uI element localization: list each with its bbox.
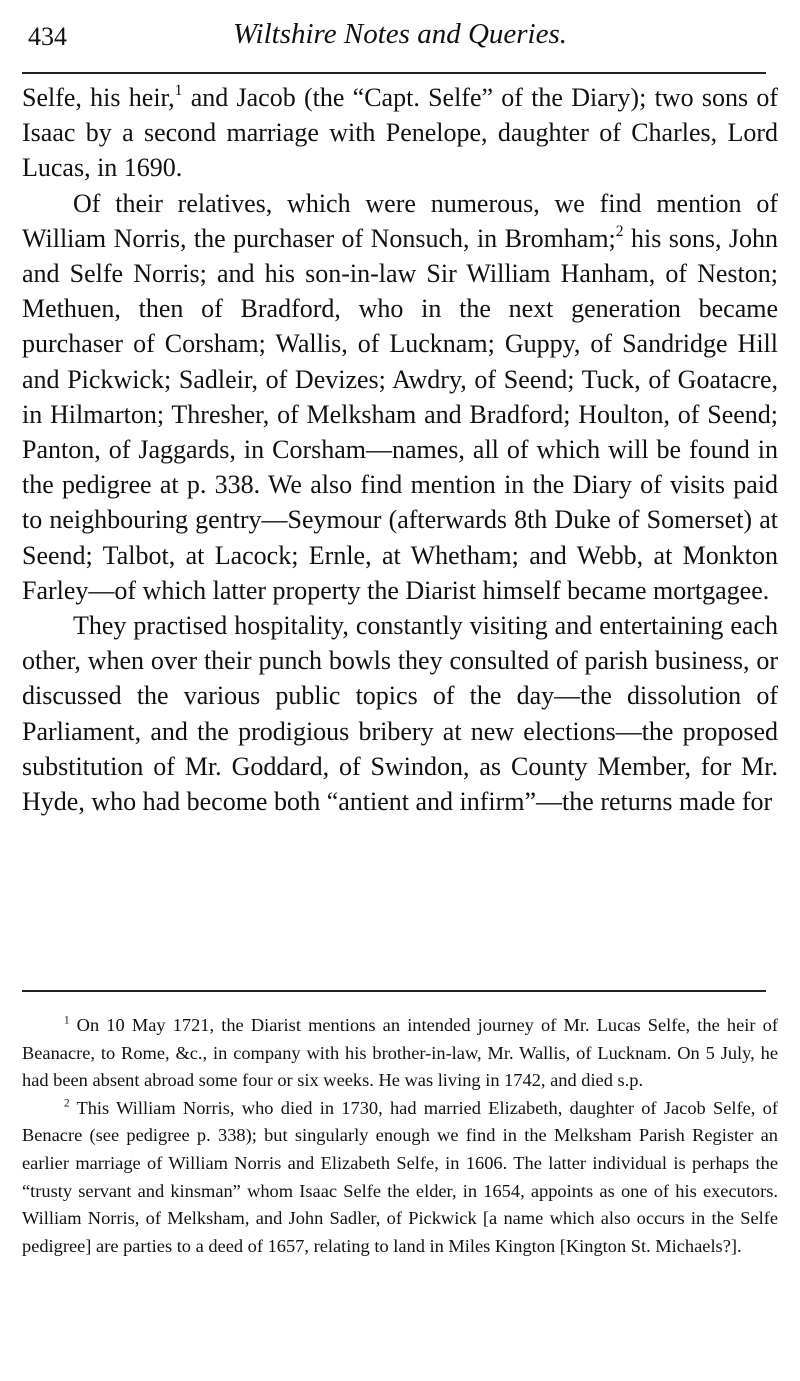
paragraph-1-text-b: and Jacob (the “Capt. Selfe” of the Diary); two sons of Isaac by a second marriage with Penelope, daughter of Charles, Lord Lucas, in 1690. [22,83,778,183]
paragraph-3: They practised hospitality, constantly visiting and entertaining each other, when over their punch bowls they consulted of parish business, or discussed the various public topics of the day—the dissolution of Parliament, and the prodigious bribery at new elections—the proposed substitution of Mr. Goddard, of Swindon, as County Member, for Mr. Hyde, who had become both “antient and infirm”—the returns made for [22,611,778,817]
footnote-2 [22,1095,778,1261]
paragraph-2-text-a: Of their relatives, which were numerous, we find mention of William Norris, the purchaser of Nonsuch, in Bromham; [22,188,778,253]
footnote-1-marker: 1 [64,1014,70,1027]
footnote-1 [22,1012,778,1095]
footnote-2-text: This William Norris, who died in 1730, had married Elizabeth, daughter of Jacob Selfe, of Benacre (see pedigree p. 338); but singularly enough we find in the Melksham Parish Register an earlier marriage of William Norris and Elizabeth Selfe, in 1606. The latter individual is perhaps the “trusty servant and kinsman” whom Isaac Selfe the elder, in 1654, appoints as one of his executors. William Norris, of Melksham, and John Sadler, of Pickwick [a name which also occurs in the Selfe pedigree] are parties to a deed of 1657, relating to land in Miles Kington [Kington St. Michaels?]. [22,1097,778,1256]
footnote-1-text: On 10 May 1721, the Diarist mentions an intended journey of Mr. Lucas Selfe, the heir of Beanacre, to Rome, &c., in company with his brother-in-law, Mr. Wallis, of Lucknam. On 5 July, he had been absent abroad some four or six weeks. He was living in 1742, and died s.p. [22,1015,778,1091]
footnote-2-marker: 2 [64,1097,70,1110]
header-rule [22,72,766,74]
page-header [22,18,778,54]
paragraph-1-text-a: Selfe, his heir, [22,83,175,112]
footnote-ref-2: 2 [615,222,624,240]
main-text [22,80,778,819]
running-title: Wiltshire Notes and Queries. [232,18,568,50]
paragraph-2 [22,186,778,608]
page-number: 434 [28,22,67,51]
footnote-ref-1: 1 [174,82,183,100]
paragraph-1 [22,80,778,186]
footnote-rule [22,990,766,992]
paragraph-2-text-b: his sons, John and Selfe Norris; and his son-in-law Sir William Hanham, of Neston; Methuen, then of Bradford, who in the next generation became purchaser of Corsham; Wallis, of Lucknam; Guppy, of Sandridge Hill and Pickwick; Sadleir, of Devizes; Awdry, of Seend; Tuck, of Goatacre, in Hilmarton; Thresher, of Melksham and Bradford; Houlton, of Seend; Panton, of Jaggards, in Corsham—names, all of which will be found in the pedigree at p. 338. We also find mention in the Diary of visits paid to neighbouring gentry—Seymour (afterwards 8th Duke of Somerset) at Seend; Talbot, at Lacock; Ernle, at Whetham; and Webb, at Monkton Farley—of which latter property the Diarist himself became mortgagee. [22,223,778,605]
footnotes [22,1012,778,1260]
